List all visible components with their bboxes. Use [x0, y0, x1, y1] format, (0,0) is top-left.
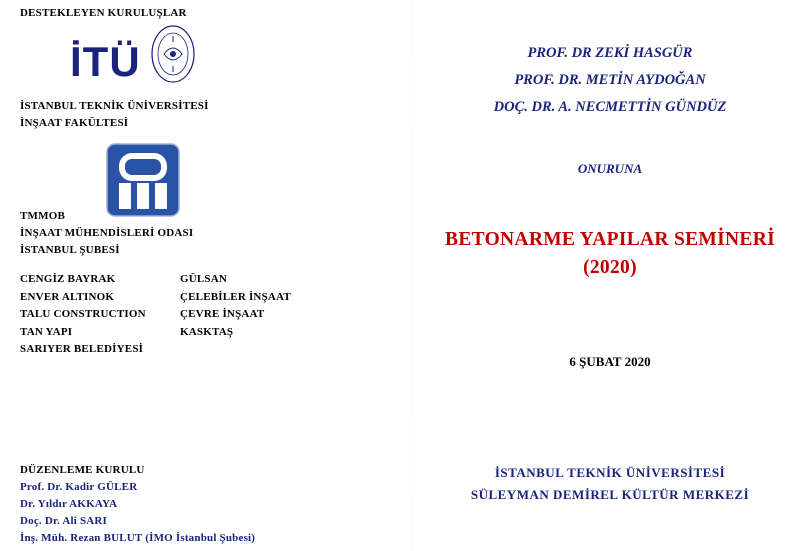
imo-line-chamber: İNŞAAT MÜHENDİSLERİ ODASI: [20, 227, 194, 239]
committee-member: İnş. Müh. Rezan BULUT (İMO İstanbul Şubesi): [20, 532, 256, 544]
page-fold: [412, 0, 413, 551]
committee-heading: DÜZENLEME KURULU: [20, 464, 145, 476]
sponsor-item: TAN YAPI: [20, 325, 73, 338]
seminar-date: 6 ŞUBAT 2020: [569, 354, 651, 369]
honoree-name: PROF. DR ZEKİ HASGÜR: [527, 45, 693, 61]
venue-line-university: İSTANBUL TEKNİK ÜNİVERSİTESİ: [494, 465, 726, 480]
committee-member: Doç. Dr. Ali SARI: [20, 515, 108, 527]
sponsor-item: GÜLSAN: [180, 273, 228, 285]
sponsor-item: ENVER ALTINOK: [20, 290, 115, 303]
itu-name-block: [20, 98, 209, 132]
sponsor-list-right: [180, 271, 291, 341]
sponsor-item: KASKTAŞ: [180, 325, 234, 338]
itu-logo: İTÜ: [70, 38, 141, 85]
seminar-title: BETONARME YAPILAR SEMİNERİ: [445, 229, 775, 250]
imo-line-branch: İSTANBUL ŞUBESİ: [20, 244, 120, 256]
honorees-list: [420, 40, 800, 121]
honoree-name: DOÇ. DR. A. NECMETTİN GÜNDÜZ: [493, 99, 727, 115]
venue-line-center: SÜLEYMAN DEMİREL KÜLTÜR MERKEZİ: [470, 487, 750, 502]
sponsor-item: SARIYER BELEDİYESİ: [20, 343, 144, 355]
venue-block: [420, 462, 800, 506]
sponsor-item: ÇELEBİLER İNŞAAT: [180, 290, 291, 303]
sponsor-list-left: [20, 271, 146, 359]
sponsor-item: TALU CONSTRUCTION: [20, 308, 146, 320]
sponsor-item: CENGİZ BAYRAK: [20, 273, 116, 285]
supporters-heading: DESTEKLEYEN KURULUŞLAR: [20, 7, 187, 19]
committee-member: Prof. Dr. Kadir GÜLER: [20, 481, 138, 493]
seminar-year: (2020): [583, 257, 637, 278]
imo-logo-icon: [106, 143, 180, 217]
itu-faculty-line: İNŞAAT FAKÜLTESİ: [20, 117, 129, 129]
itu-seal-icon: [150, 24, 196, 84]
imo-name-block: [20, 208, 193, 259]
itu-name-line: İSTANBUL TEKNİK ÜNİVERSİTESİ: [20, 100, 209, 112]
imo-line-tmmob: TMMOB: [20, 210, 65, 222]
honor-label: ONURUNA: [577, 161, 643, 176]
committee-list: [20, 479, 255, 547]
honoree-name: PROF. DR. METİN AYDOĞAN: [514, 72, 706, 88]
committee-member: Dr. Yıldır AKKAYA: [20, 498, 118, 510]
sponsor-item: ÇEVRE İNŞAAT: [180, 308, 265, 320]
